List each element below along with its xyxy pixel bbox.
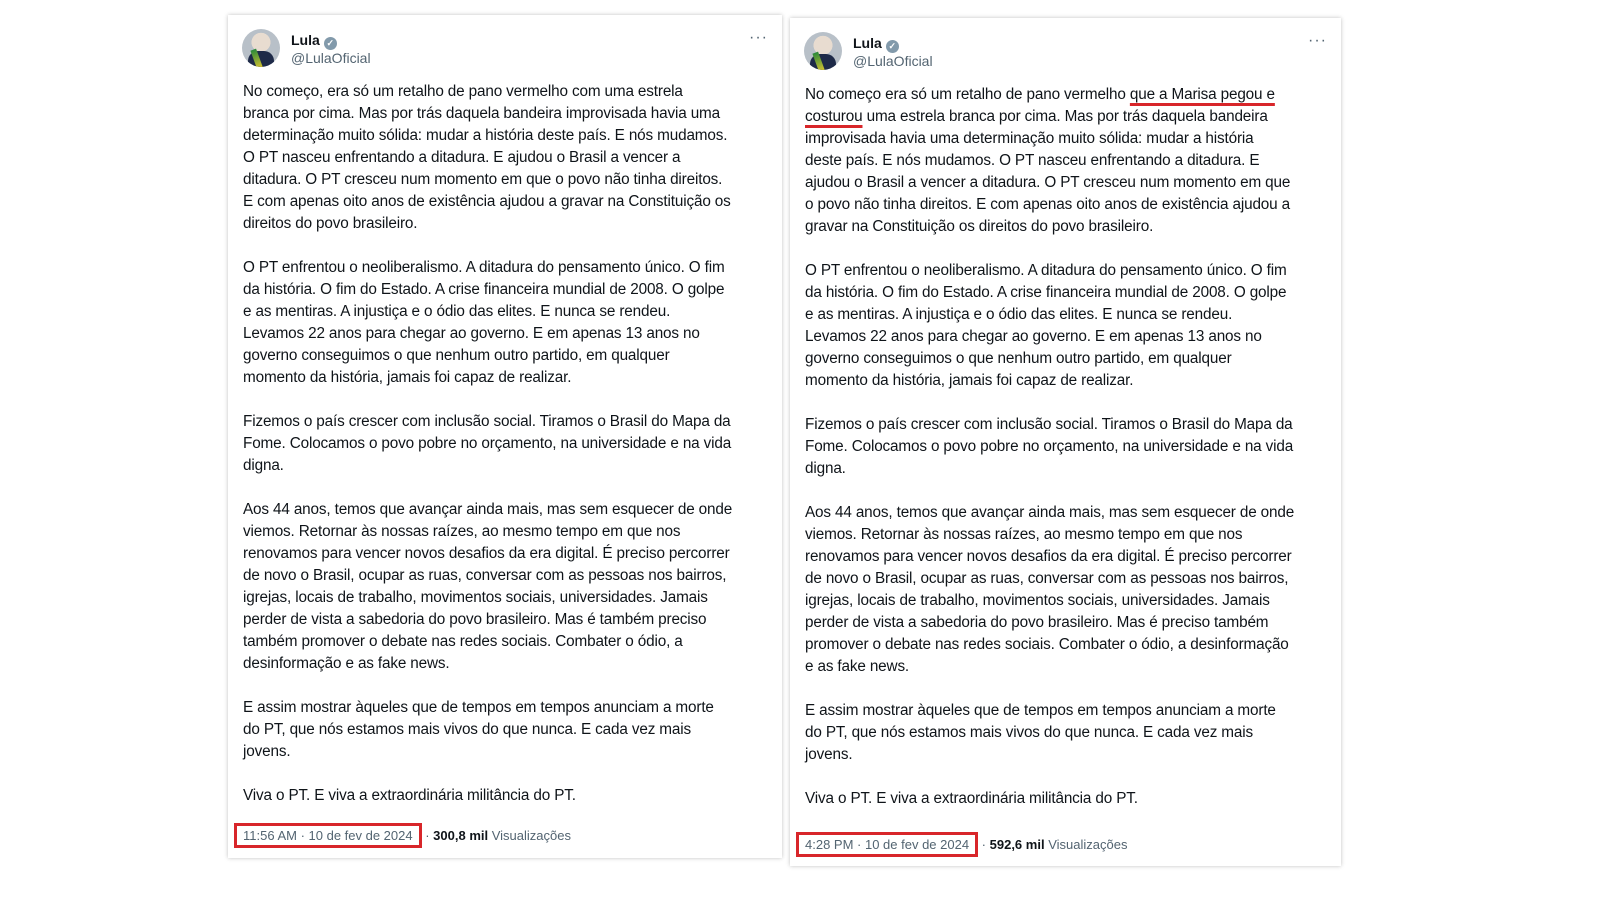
tweet-original xyxy=(228,15,782,858)
author-name[interactable]: Lula ✓ xyxy=(853,35,899,53)
more-options-icon[interactable]: ··· xyxy=(1308,32,1327,49)
paragraph: E assim mostrar àqueles que de tempos em tempos anunciam a morte do PT, que nós estamos mais vivos do que nunca. E cada vez mais jovens. xyxy=(243,699,714,760)
tweet-edited xyxy=(790,18,1341,866)
paragraph: Aos 44 anos, temos que avançar ainda mais, mas sem esquecer de onde viemos. Retornar às nossas raízes, ao mesmo tempo em que nos renovamos para vencer novos desafios da era digital. É preciso percorrer de novo o Brasil, ocupar as ruas, conversar com as pessoas nos bairros, igrejas, locais de trabalho, movimentos sociais, universidades. Jamais perder de vista a sabedoria do povo brasileiro. Mas é também preciso também promover o debate nas redes sociais. Combater o ódio, a desinformação e as fake news. xyxy=(243,501,733,672)
underlined-addition: que a Marisa pegou e xyxy=(1129,86,1275,103)
paragraph: Viva o PT. E viva a extraordinária militância do PT. xyxy=(243,787,576,804)
author-handle[interactable]: @LulaOficial xyxy=(291,50,371,66)
more-options-icon[interactable]: ··· xyxy=(749,29,768,46)
paragraph: O PT enfrentou o neoliberalismo. A ditadura do pensamento único. O fim da história. O fim do Estado. A crise financeira mundial de 2008. O golpe e as mentiras. A injustiça e o ódio das elites. E nunca se rendeu. Levamos 22 anos para chegar ao governo. E em apenas 13 anos no governo conseguimos o que nenhum outro partido, em qualquer momento da história, jamais foi capaz de realizar. xyxy=(805,262,1287,389)
paragraph: Fizemos o país crescer com inclusão social. Tiramos o Brasil do Mapa da Fome. Colocamos o povo pobre no orçamento, na universidade e na vida digna. xyxy=(243,413,732,474)
verified-badge-icon: ✓ xyxy=(886,40,899,53)
views-count: 300,8 mil xyxy=(433,828,489,843)
tweet-text xyxy=(243,81,732,807)
tweet-meta: 4:28 PM · 10 de fev de 2024 · 592,6 mil Visualizações xyxy=(805,836,1127,854)
paragraph: No começo era só um retalho de pano vermelho que a Marisa pegou e costurou uma estrela branca por cima. Mas por trás daquela bandeira improvisada havia uma determinação muito sólida: mudar a história deste país. E nós mudamos. O PT nasceu enfrentando a ditadura. E ajudou o Brasil a vencer a ditadura. O PT cresceu num momento em que o povo não tinha direitos. E com apenas oito anos de existência ajudou a gravar na Constituição os direitos do povo brasileiro. xyxy=(805,86,1291,235)
views-label[interactable]: Visualizações xyxy=(491,828,571,843)
tweet-header xyxy=(242,29,768,73)
paragraph: O PT enfrentou o neoliberalismo. A ditadura do pensamento único. O fim da história. O fim do Estado. A crise financeira mundial de 2008. O golpe e as mentiras. A injustiça e o ódio das elites. E nunca se rendeu. Levamos 22 anos para chegar ao governo. E em apenas 13 anos no governo conseguimos o que nenhum outro partido, em qualquer momento da história, jamais foi capaz de realizar. xyxy=(243,259,725,386)
author-name[interactable]: Lula ✓ xyxy=(291,32,337,50)
verified-badge-icon: ✓ xyxy=(324,37,337,50)
underlined-addition: costurou xyxy=(805,108,863,125)
author-handle[interactable]: @LulaOficial xyxy=(853,53,933,69)
paragraph: E assim mostrar àqueles que de tempos em tempos anunciam a morte do PT, que nós estamos mais vivos do que nunca. E cada vez mais jovens. xyxy=(805,702,1276,763)
views-label[interactable]: Visualizações xyxy=(1048,837,1128,852)
avatar[interactable] xyxy=(804,32,842,70)
paragraph: No começo, era só um retalho de pano vermelho com uma estrela branca por cima. Mas por trás daquela bandeira improvisada havia uma determinação muito sólida: mudar a história deste país. E nós mudamos. O PT nasceu enfrentando a ditadura. E ajudou o Brasil a vencer a ditadura. O PT cresceu num momento em que o povo não tinha direitos. E com apenas oito anos de existência ajudou a gravar na Constituição os direitos do povo brasileiro. xyxy=(243,83,731,232)
timestamp-highlighted[interactable]: 11:56 AM · 10 de fev de 2024 xyxy=(234,823,422,848)
tweet-meta: 11:56 AM · 10 de fev de 2024 · 300,8 mil Visualizações xyxy=(243,827,571,845)
tweet-text xyxy=(805,84,1294,810)
views-count: 592,6 mil xyxy=(989,837,1045,852)
tweet-header xyxy=(804,32,1327,76)
paragraph: Viva o PT. E viva a extraordinária militância do PT. xyxy=(805,790,1138,807)
paragraph: Fizemos o país crescer com inclusão social. Tiramos o Brasil do Mapa da Fome. Colocamos o povo pobre no orçamento, na universidade e na vida digna. xyxy=(805,416,1294,477)
timestamp-highlighted[interactable]: 4:28 PM · 10 de fev de 2024 xyxy=(796,832,978,857)
avatar[interactable] xyxy=(242,29,280,67)
paragraph: Aos 44 anos, temos que avançar ainda mais, mas sem esquecer de onde viemos. Retornar às nossas raízes, ao mesmo tempo em que nos renovamos para vencer novos desafios da era digital. É preciso percorrer de novo o Brasil, ocupar as ruas, conversar com as pessoas nos bairros, igrejas, locais de trabalho, movimentos sociais, universidades. Jamais perder de vista a sabedoria do povo brasileiro. Mas é preciso também promover o debate nas redes sociais. Combater o ódio, a desinformação e as fake news. xyxy=(805,504,1295,675)
